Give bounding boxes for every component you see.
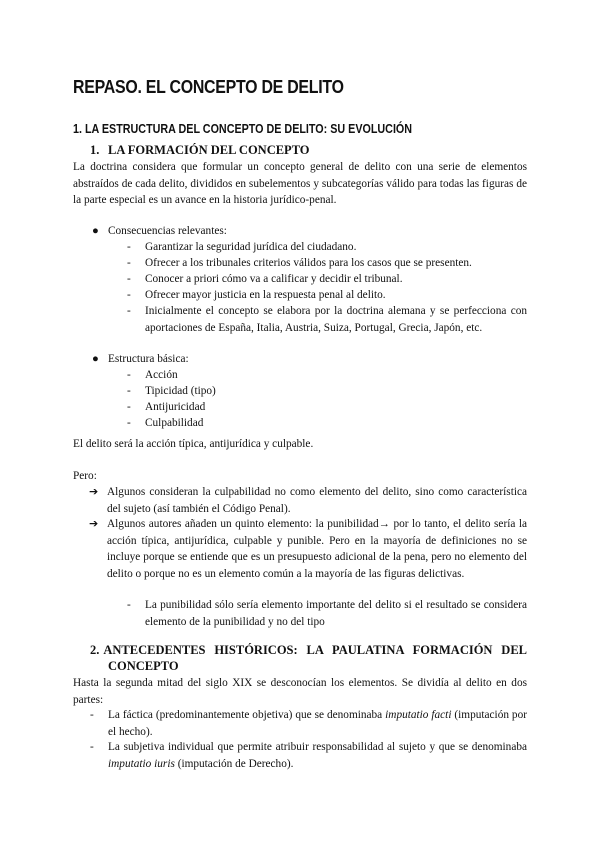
bullet-label: Estructura básica: xyxy=(108,353,189,365)
list-item: - Ofrecer a los tribunales criterios válidos para los casos que se presenten. xyxy=(145,255,525,272)
dash-marker: - xyxy=(127,385,131,397)
latin-term: imputatio facti xyxy=(385,709,452,721)
dash-marker: - xyxy=(127,417,131,429)
intro-paragraph: La doctrina considera que formular un concepto general de delito con una serie de elementos abstraídos de cada delito, divididos en subelementos y subcategorías válido para todas las figuras de la parte especial es un avance en la historia jurídico-penal. xyxy=(73,161,527,206)
arrow-item: ➔ Algunos autores añaden un quinto elemento: la punibilidad→ por lo tanto, el delito sería la acción típica, antijurídica, culpable y punible. Pero en la mayoría de definiciones no se incluye porque se entiende que es un presupuesto adicional de la pena, pero no elemento del delito o porque no es un elemento común a la mayoría de las figuras delictivas. xyxy=(89,517,527,580)
page-title: REPASO. EL CONCEPTO DE DELITO xyxy=(73,76,344,97)
list-item: - La subjetiva individual que permite atribuir responsabilidad al sujeto y que se denominaba imputatio iuris (imputación de Derecho). xyxy=(90,741,527,770)
dash-marker: - xyxy=(127,599,131,611)
list-item: - Inicialmente el concepto se elabora por la doctrina alemana y se perfecciona con aportaciones de España, Italia, Austria, Suiza, Portugal, Grecia, Japón, etc. xyxy=(127,305,527,334)
bullet-estructura xyxy=(92,351,189,368)
bullet-label: Consecuencias relevantes: xyxy=(108,225,227,237)
section-heading-estructura: 1. LA ESTRUCTURA DEL CONCEPTO DE DELITO: SU EVOLUCIÓN xyxy=(73,122,413,136)
subsection-title-line2: CONCEPTO xyxy=(108,659,179,673)
dash-marker: - xyxy=(90,741,94,753)
list-item: - Acción xyxy=(145,367,178,384)
list-item: - La punibilidad sólo sería elemento importante del delito si el resultado se considera elemento de la punibilidad y no del tipo xyxy=(127,599,527,628)
dash-marker: - xyxy=(127,289,131,301)
list-item: - Tipicidad (tipo) xyxy=(145,383,216,400)
dash-marker: - xyxy=(127,273,131,285)
intro-paragraph: Hasta la segunda mitad del siglo XIX se desconocían los elementos. Se dividía al delito en dos partes: xyxy=(73,677,527,706)
arrow-right-icon: ➔ xyxy=(89,485,99,498)
list-item: - Conocer a priori cómo va a calificar y decidir el tribunal. xyxy=(145,271,525,288)
subsection-number: 1. xyxy=(90,143,100,157)
list-item: - Garantizar la seguridad jurídica del ciudadano. xyxy=(145,239,525,256)
subsection-number: 2. xyxy=(90,643,100,657)
list-item: - Ofrecer mayor justicia en la respuesta penal al delito. xyxy=(145,287,525,304)
subsection-title: LA FORMACIÓN DEL CONCEPTO xyxy=(108,143,310,157)
pero-label: Pero: xyxy=(73,470,97,482)
list-item: - Antijuricidad xyxy=(145,399,205,416)
subsection-heading-antecedentes xyxy=(90,642,527,674)
dash-marker: - xyxy=(127,257,131,269)
arrow-item: ➔ Algunos consideran la culpabilidad no como elemento del delito, sino como característica del sujeto (así también el Código Penal). xyxy=(89,485,527,515)
latin-term: imputatio iuris xyxy=(108,757,175,770)
bullet-consecuencias xyxy=(92,223,227,240)
conclusion-text: El delito será la acción típica, antijurídica y culpable. xyxy=(73,438,314,450)
bullet-dot-icon: ● xyxy=(92,353,99,365)
dash-marker: - xyxy=(127,401,131,413)
subsection-heading-formacion xyxy=(90,143,310,158)
dash-marker: - xyxy=(127,369,131,381)
dash-marker: - xyxy=(127,241,131,253)
list-item: - La fáctica (predominantemente objetiva) que se denominaba imputatio facti (imputación por el hecho). xyxy=(90,709,527,738)
dash-marker: - xyxy=(127,305,131,317)
bullet-dot-icon: ● xyxy=(92,225,99,237)
list-item: - Culpabilidad xyxy=(145,415,203,432)
dash-marker: - xyxy=(90,709,94,721)
subsection-title-line1: ANTECEDENTES HISTÓRICOS: LA PAULATINA FORMACIÓN DEL xyxy=(103,643,527,657)
arrow-right-icon: ➔ xyxy=(89,517,99,530)
